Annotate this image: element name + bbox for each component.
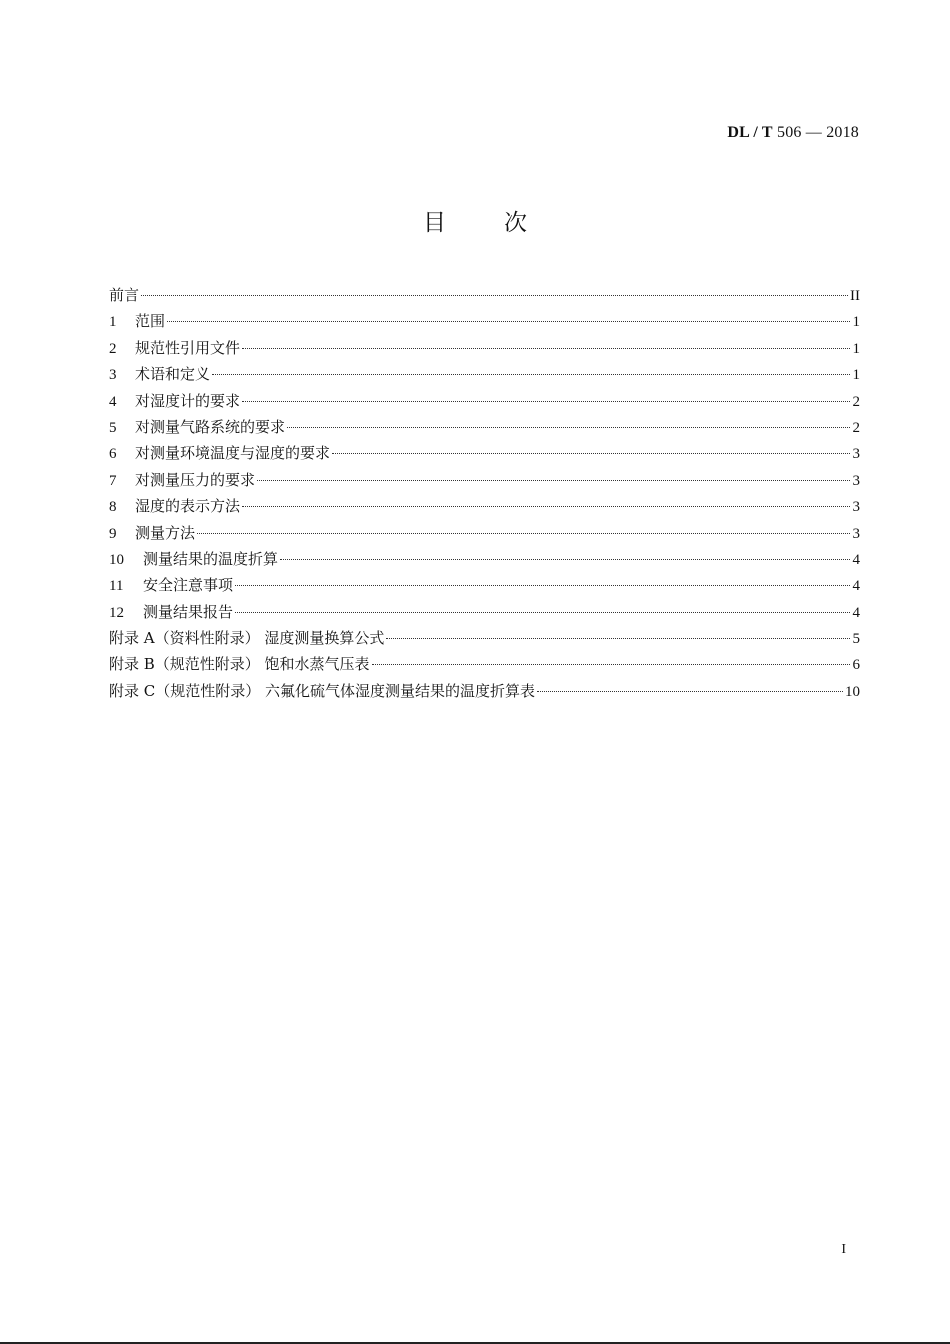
toc-entry-page: 4 [852,551,860,568]
toc-entry-7[interactable] [109,469,860,495]
toc-entry-label: 术语和定义 [135,365,211,384]
toc-entry-page: 3 [852,446,860,463]
toc-entry-12[interactable] [109,601,860,627]
toc-entry-page: 1 [852,367,860,384]
toc-entry-label: 对测量压力的要求 [135,470,256,489]
toc-leader-dots [167,320,850,322]
toc-entry-label: 对湿度计的要求 [135,391,241,410]
toc-entry-number: 2 [109,340,117,357]
toc-entry-page: 6 [852,657,860,674]
toc-entry-page: 2 [852,419,860,436]
toc-entry-label: 附录 B（规范性附录） 饱和水蒸气压表 [109,655,370,674]
toc-entry-label: 范围 [135,312,166,331]
toc-entry-label: 前言 [109,286,140,304]
toc-entry-page: 1 [852,340,860,357]
toc-leader-dots [332,452,850,454]
toc-entry-number: 4 [109,393,117,410]
toc-entry-page: 3 [852,499,860,516]
toc-leader-dots [242,347,850,349]
standard-code [727,124,859,142]
toc-entry-page: 4 [852,578,860,595]
toc-entry-page: 1 [852,314,860,331]
table-of-contents [109,284,860,706]
toc-entry-appendix-b[interactable] [109,653,860,679]
toc-entry-number: 9 [109,525,117,542]
toc-leader-dots [242,505,850,507]
toc-leader-dots [386,637,850,639]
toc-entry-label: 湿度的表示方法 [135,497,241,516]
toc-entry-label: 附录 A（资料性附录） 湿度测量换算公式 [109,629,385,648]
toc-entry-3[interactable] [109,363,860,389]
toc-entry-number: 5 [109,419,117,436]
toc-entry-page: 2 [852,393,860,410]
page-number: I [841,1242,846,1257]
toc-entry-2[interactable] [109,337,860,363]
standard-code-prefix: DL / T [727,124,773,141]
toc-leader-dots [235,584,850,586]
toc-entry-5[interactable] [109,416,860,442]
toc-entry-number: 11 [109,578,124,595]
toc-leader-dots [372,663,850,665]
toc-entry-appendix-c[interactable] [109,680,860,706]
toc-entry-number: 8 [109,499,117,516]
toc-entry-label: 对测量环境温度与湿度的要求 [135,444,331,463]
toc-entry-label: 附录 C（规范性附录） 六氟化硫气体湿度测量结果的温度折算表 [109,681,536,700]
toc-leader-dots [197,532,850,534]
toc-leader-dots [212,373,850,375]
toc-entry-label: 对测量气路系统的要求 [135,417,286,436]
toc-leader-dots [141,294,848,296]
toc-entry-label: 规范性引用文件 [135,338,241,357]
toc-entry-number: 6 [109,446,117,463]
toc-entry-6[interactable] [109,442,860,468]
toc-entry-1[interactable] [109,310,860,336]
toc-entry-8[interactable] [109,495,860,521]
toc-entry-11[interactable] [109,574,860,600]
toc-entry-number: 10 [109,551,124,568]
toc-title: 目次 [423,210,585,236]
toc-entry-page: 10 [845,683,860,700]
toc-entry-page: 3 [852,472,860,489]
toc-entry-label: 安全注意事项 [143,576,234,595]
toc-entry-number: 1 [109,314,117,331]
toc-entry-page: 5 [852,631,860,648]
toc-entry-10[interactable] [109,548,860,574]
standard-code-number: 506 — 2018 [772,124,859,141]
toc-leader-dots [235,611,850,613]
toc-entry-4[interactable] [109,390,860,416]
toc-leader-dots [280,558,850,560]
toc-entry-label: 测量结果的温度折算 [143,549,279,568]
toc-entry-number: 7 [109,472,117,489]
toc-entry-9[interactable] [109,522,860,548]
toc-entry-number: 3 [109,367,117,384]
toc-entry-foreword[interactable] [109,284,860,310]
toc-entry-page: 4 [852,604,860,621]
toc-entry-page: II [850,288,860,304]
toc-entry-label: 测量方法 [135,523,196,542]
toc-leader-dots [537,690,843,692]
toc-entry-number: 12 [109,604,124,621]
toc-entry-label: 测量结果报告 [143,602,234,621]
toc-leader-dots [287,426,850,428]
toc-entry-appendix-a[interactable] [109,627,860,653]
toc-leader-dots [242,400,850,402]
toc-entry-page: 3 [852,525,860,542]
toc-leader-dots [257,479,850,481]
